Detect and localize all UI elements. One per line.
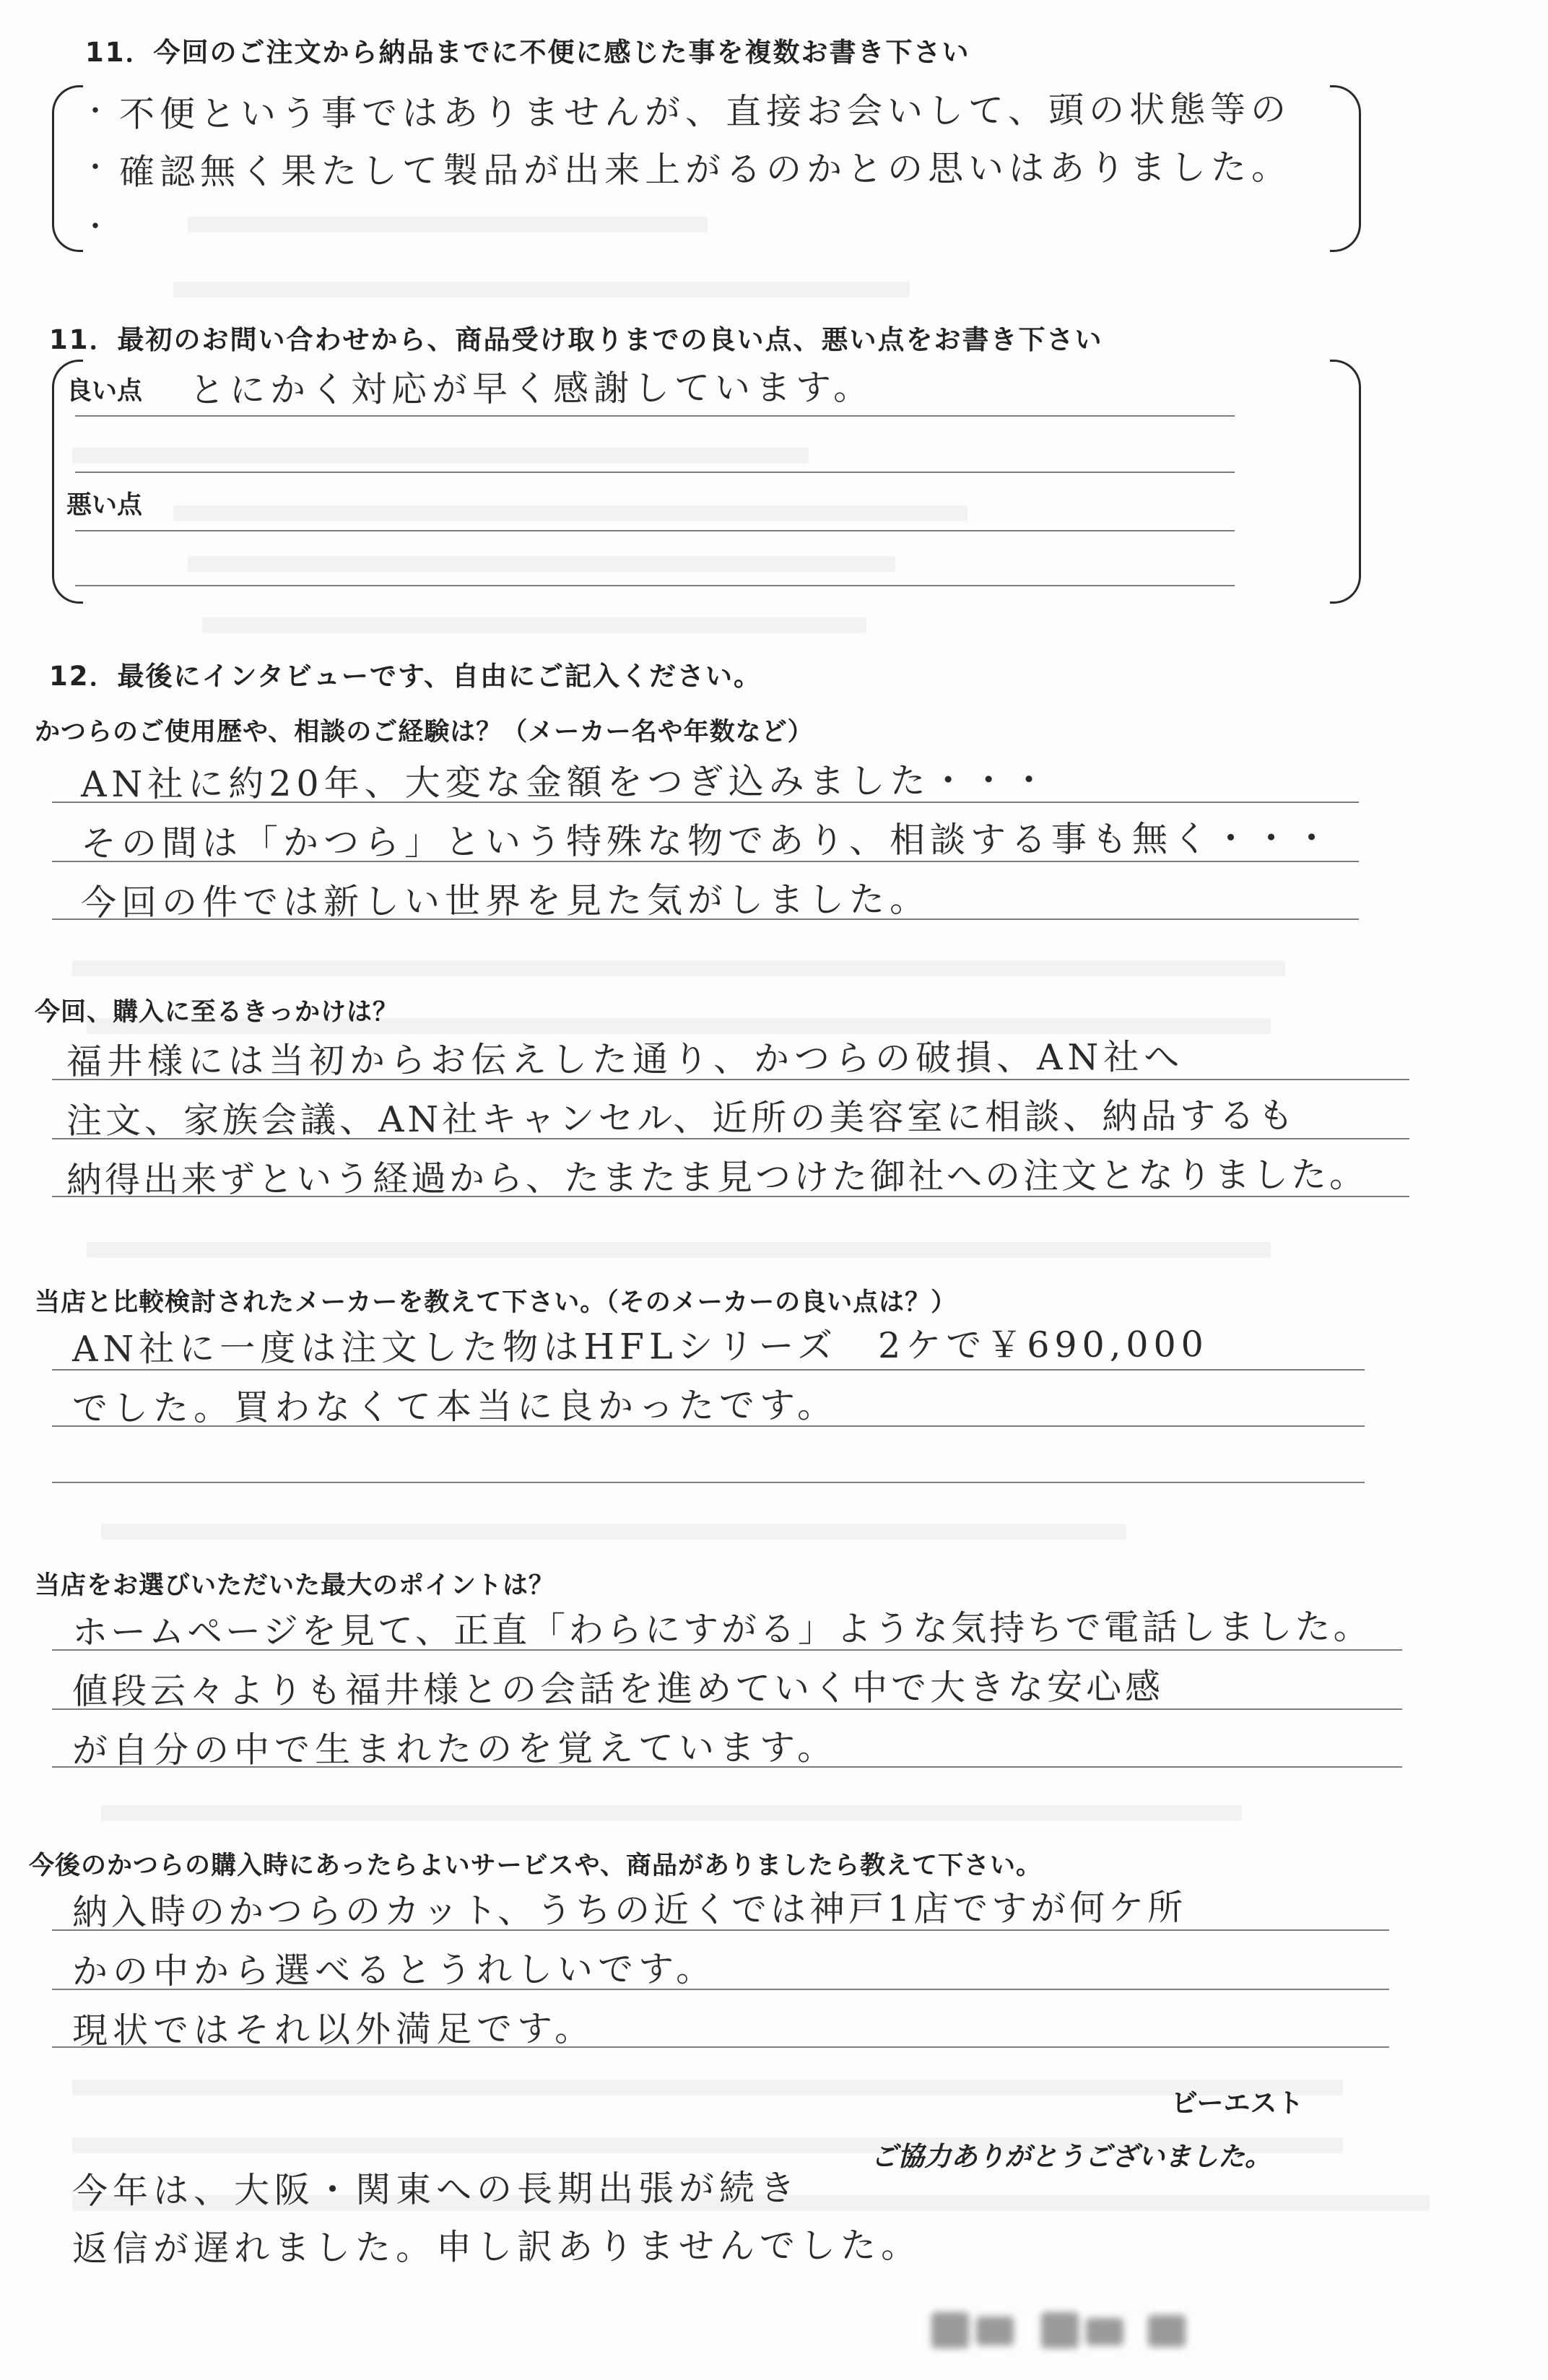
ruled-line [52, 1649, 1402, 1651]
inconvenience-answer-line: 不便という事ではありませんが、直接お会いして、頭の状態等の [118, 88, 1292, 135]
interview-answer-line: かの中から選べるとうれしいです。 [71, 1948, 717, 1992]
show-through-mark [72, 2080, 1343, 2095]
ruled-line [52, 861, 1359, 862]
blurred-signature [931, 2303, 1191, 2355]
show-through-mark [87, 1242, 1271, 1258]
interview-answer-line: ホームページを見て、正直「わらにすがる」ような気持ちで電話しました。 [71, 1606, 1372, 1653]
interview-answer-line: 納得出来ずという経過から、たまたま見つけた御社への注文となりました。 [66, 1154, 1368, 1201]
interview-answer-line: 今回の件では新しい世界を見た気がしました。 [80, 878, 931, 924]
ruled-line [52, 1425, 1365, 1427]
show-through-mark [72, 960, 1285, 976]
show-through-mark [173, 505, 967, 521]
ruled-line [75, 530, 1235, 531]
ruled-line [75, 585, 1235, 586]
ruled-line [52, 918, 1359, 920]
show-through-mark [101, 1805, 1242, 1821]
show-through-mark [188, 217, 708, 233]
ruled-line [52, 1766, 1402, 1768]
bullet-dot: ・ [81, 210, 110, 243]
thanks-message: ご協力ありがとうございました。 [871, 2141, 1271, 2172]
left-bracket [52, 85, 83, 252]
ruled-line [52, 2046, 1389, 2048]
interview-answer-line: 納入時のかつらのカット、うちの近くでは神戸1店ですが何ケ所 [71, 1887, 1187, 1933]
interview-answer-line: 現状ではそれ以外満足です。 [71, 2007, 596, 2051]
ruled-line [75, 415, 1235, 417]
interview-question: 今後のかつらの購入時にあったらよいサービスや、商品がありましたら教えて下さい。 [29, 1851, 1042, 1880]
ruled-line [52, 1929, 1389, 1931]
section-interview-heading: 12．最後にインタビューです、自由にご記入ください。 [49, 661, 762, 692]
right-bracket [1330, 85, 1361, 252]
ruled-line [52, 1989, 1389, 1990]
ruled-line [52, 1369, 1365, 1371]
ruled-line [52, 1079, 1409, 1080]
ruled-line [75, 472, 1235, 473]
interview-answer-line: その間は「かつら」という特殊な物であり、相談する事も無く・・・ [80, 817, 1335, 864]
interview-question: 今回、購入に至るきっかけは？ [35, 998, 399, 1027]
good-point-label: 良い点 [66, 377, 143, 406]
show-through-mark [202, 617, 866, 633]
interview-question: 当店をお選びいただいた最大のポイントは？ [35, 1571, 555, 1600]
section-inconvenience-heading: 11．今回のご注文から納品までに不便に感じた事を複数お書き下さい [85, 37, 970, 68]
interview-answer-line: AN社に約20年、大変な金額をつぎ込みました・・・ [80, 760, 1052, 805]
right-bracket [1330, 360, 1361, 604]
bullet-dot: ・ [81, 151, 110, 184]
good-point-answer: とにかく対応が早く感謝しています。 [188, 366, 874, 411]
interview-answer-line: 値段云々よりも福井様との会話を進めていく中で大きな安心感 [71, 1666, 1165, 1712]
show-through-mark [173, 282, 910, 298]
interview-answer-line: 注文、家族会議、AN社キャンセル、近所の美容室に相談、納品するも [66, 1095, 1297, 1142]
ruled-line [52, 1708, 1402, 1710]
ruled-line [52, 1482, 1365, 1483]
interview-answer-line: が自分の中で生まれたのを覚えています。 [71, 1727, 838, 1771]
section-good-bad-heading: 11．最初のお問い合わせから、商品受け取りまでの良い点、悪い点をお書き下さい [49, 324, 1103, 355]
show-through-mark [101, 1524, 1126, 1539]
postscript-line: 今年は、大阪・関東への長期出張が続き [71, 2167, 801, 2212]
interview-question: かつらのご使用歴や、相談のご経験は？（メーカー名や年数など） [35, 718, 814, 747]
bullet-dot: ・ [81, 95, 110, 128]
bad-point-label: 悪い点 [66, 491, 143, 520]
interview-answer-line: 福井様には当初からお伝えした通り、かつらの破損、AN社へ [66, 1036, 1185, 1082]
ruled-line [52, 1196, 1409, 1197]
company-name: ビーエスト [1171, 2088, 1304, 2119]
interview-answer-line: でした。買わなくて本当に良かったです。 [71, 1384, 838, 1429]
interview-question: 当店と比較検討されたメーカーを教えて下さい。（そのメーカーの良い点は？） [35, 1288, 957, 1317]
show-through-mark [72, 448, 809, 464]
show-through-mark [188, 556, 895, 572]
ruled-line [52, 1138, 1409, 1139]
postscript-line: 返信が遅れました。申し訳ありませんでした。 [71, 2224, 922, 2270]
interview-answer-line: AN社に一度は注文した物はHFLシリーズ 2ケで￥690,000 [71, 1324, 1209, 1370]
inconvenience-answer-line: 確認無く果たして製品が出来上がるのかとの思いはありました。 [118, 146, 1292, 193]
ruled-line [52, 802, 1359, 803]
